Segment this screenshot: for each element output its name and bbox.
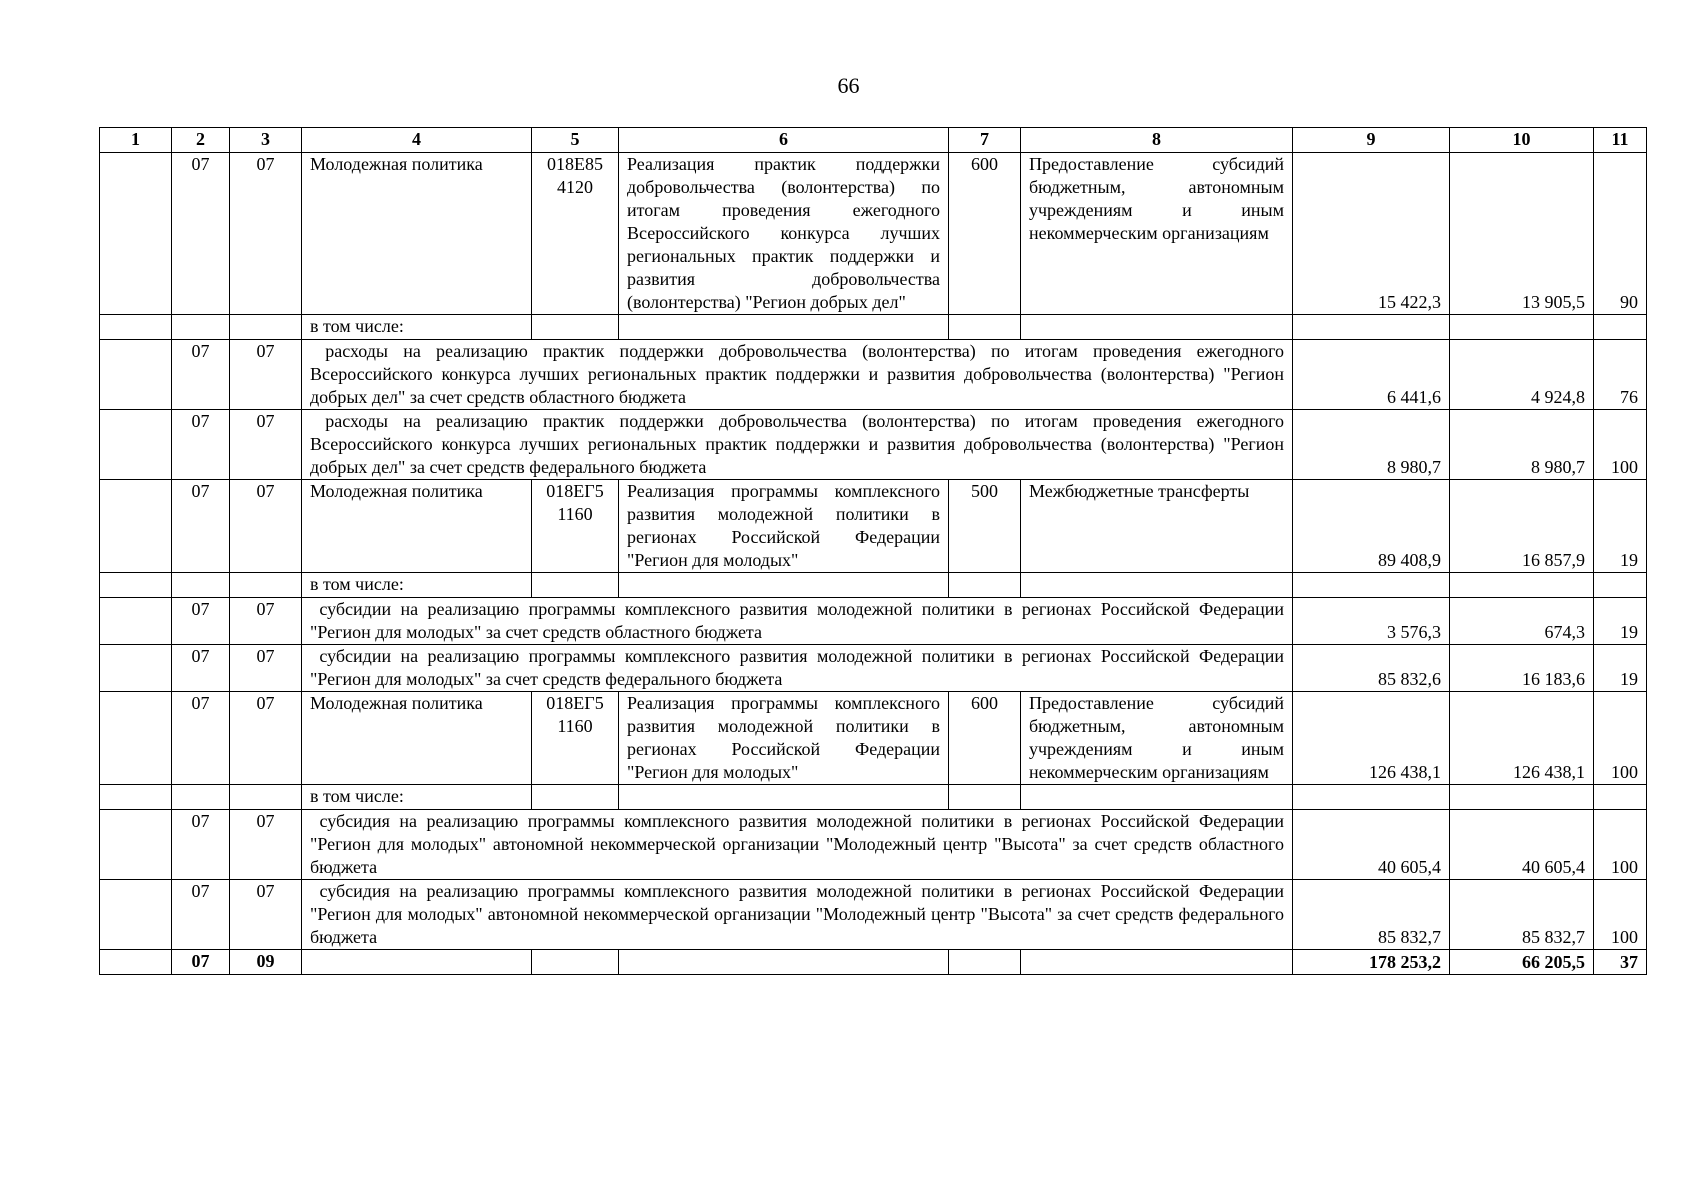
cell-empty [1594, 785, 1647, 810]
cell-section: 07 [172, 410, 230, 480]
cell-empty [949, 315, 1021, 340]
cell-target-code: 018Е85 4120 [532, 153, 619, 315]
cell-section [172, 785, 230, 810]
column-header: 11 [1594, 128, 1647, 153]
table-row [100, 480, 1647, 573]
cell-name: Молодежная политика [302, 692, 532, 785]
cell-subsection: 07 [230, 480, 302, 573]
cell-subsection: 07 [230, 340, 302, 410]
table-row [100, 880, 1647, 950]
column-header: 9 [1293, 128, 1450, 153]
cell-description: Реализация практик поддержки добровольчества (волонтерства) по итогам проведения ежегодного Всероссийского конкурса лучших региональных практик поддержки и развития добровольчества (волонтерства) "Регион добрых дел" [619, 153, 949, 315]
cell-percent: 100 [1594, 410, 1647, 480]
cell-empty [532, 315, 619, 340]
cell-actual: 8 980,7 [1450, 410, 1594, 480]
cell-subsection: 07 [230, 810, 302, 880]
cell-plan: 126 438,1 [1293, 692, 1450, 785]
cell-empty [619, 315, 949, 340]
cell-expense-name: Межбюджетные трансферты [1021, 480, 1293, 573]
cell-subsection [230, 785, 302, 810]
cell-percent: 90 [1594, 153, 1647, 315]
cell-plan: 15 422,3 [1293, 153, 1450, 315]
cell-expense-type: 600 [949, 692, 1021, 785]
cell-detail-text: расходы на реализацию практик поддержки добровольчества (волонтерства) по итогам проведения ежегодного Всероссийского конкурса лучших региональных практик поддержки и развития добровольчества (волонтерства) "Регион добрых дел" за счет средств областного бюджета [302, 340, 1293, 410]
cell-empty [949, 573, 1021, 598]
column-header: 10 [1450, 128, 1594, 153]
cell-percent: 37 [1594, 950, 1647, 975]
cell-empty [949, 785, 1021, 810]
cell-subsection [230, 573, 302, 598]
cell-empty [1293, 315, 1450, 340]
cell-section [172, 315, 230, 340]
page-number: 66 [837, 73, 860, 98]
cell-empty [1021, 950, 1293, 975]
table-row [100, 153, 1647, 315]
cell-section: 07 [172, 950, 230, 975]
cell-empty [619, 573, 949, 598]
cell-empty [1021, 785, 1293, 810]
cell-empty [532, 785, 619, 810]
column-header: 3 [230, 128, 302, 153]
cell-section: 07 [172, 480, 230, 573]
cell-section: 07 [172, 598, 230, 645]
cell-empty [1594, 573, 1647, 598]
cell-plan: 89 408,9 [1293, 480, 1450, 573]
cell-subsection: 09 [230, 950, 302, 975]
cell-subsection: 07 [230, 645, 302, 692]
column-header: 6 [619, 128, 949, 153]
cell-subheading: в том числе: [302, 573, 532, 598]
cell-detail-text: субсидии на реализацию программы комплексного развития молодежной политики в регионах Российской Федерации "Регион для молодых" за счет средств областного бюджета [302, 598, 1293, 645]
cell-percent: 19 [1594, 645, 1647, 692]
cell-actual: 40 605,4 [1450, 810, 1594, 880]
cell-col1 [100, 645, 172, 692]
column-header: 8 [1021, 128, 1293, 153]
cell-empty [1450, 315, 1594, 340]
cell-section: 07 [172, 692, 230, 785]
cell-plan: 3 576,3 [1293, 598, 1450, 645]
cell-actual: 16 183,6 [1450, 645, 1594, 692]
subheading-row [100, 573, 1647, 598]
cell-col1 [100, 785, 172, 810]
cell-actual: 13 905,5 [1450, 153, 1594, 315]
cell-col1 [100, 315, 172, 340]
table-body [100, 153, 1647, 975]
cell-empty [619, 785, 949, 810]
cell-description: Реализация программы комплексного развития молодежной политики в регионах Российской Федерации "Регион для молодых" [619, 480, 949, 573]
cell-actual: 4 924,8 [1450, 340, 1594, 410]
cell-col1 [100, 153, 172, 315]
cell-col1 [100, 598, 172, 645]
column-header: 2 [172, 128, 230, 153]
cell-section: 07 [172, 340, 230, 410]
cell-expense-name: Предоставление субсидий бюджетным, автономным учреждениям и иным некоммерческим организациям [1021, 153, 1293, 315]
cell-actual: 126 438,1 [1450, 692, 1594, 785]
cell-expense-type: 500 [949, 480, 1021, 573]
cell-plan: 85 832,6 [1293, 645, 1450, 692]
cell-percent: 100 [1594, 810, 1647, 880]
cell-expense-name: Предоставление субсидий бюджетным, автономным учреждениям и иным некоммерческим организациям [1021, 692, 1293, 785]
total-row [100, 950, 1647, 975]
column-header: 1 [100, 128, 172, 153]
cell-detail-text: субсидия на реализацию программы комплексного развития молодежной политики в регионах Российской Федерации "Регион для молодых" автономной некоммерческой организации "Молодежный центр "Высота" за счет средств федерального бюджета [302, 880, 1293, 950]
cell-section: 07 [172, 153, 230, 315]
cell-empty [1450, 573, 1594, 598]
column-header: 7 [949, 128, 1021, 153]
cell-col1 [100, 340, 172, 410]
cell-empty [619, 950, 949, 975]
cell-col1 [100, 480, 172, 573]
cell-subsection: 07 [230, 598, 302, 645]
cell-name: Молодежная политика [302, 153, 532, 315]
cell-name: Молодежная политика [302, 480, 532, 573]
cell-empty [532, 950, 619, 975]
cell-actual: 16 857,9 [1450, 480, 1594, 573]
cell-percent: 19 [1594, 480, 1647, 573]
cell-empty [532, 573, 619, 598]
cell-subsection: 07 [230, 692, 302, 785]
subheading-row [100, 315, 1647, 340]
cell-plan: 85 832,7 [1293, 880, 1450, 950]
table-row [100, 645, 1647, 692]
column-header: 4 [302, 128, 532, 153]
table-row [100, 810, 1647, 880]
budget-table [99, 127, 1647, 975]
cell-subsection: 07 [230, 410, 302, 480]
cell-percent: 100 [1594, 880, 1647, 950]
cell-detail-text: расходы на реализацию практик поддержки добровольчества (волонтерства) по итогам проведения ежегодного Всероссийского конкурса лучших региональных практик поддержки и развития добровольчества (волонтерства) "Регион добрых дел" за счет средств федерального бюджета [302, 410, 1293, 480]
subheading-row [100, 785, 1647, 810]
cell-subheading: в том числе: [302, 315, 532, 340]
cell-section: 07 [172, 880, 230, 950]
cell-plan: 40 605,4 [1293, 810, 1450, 880]
cell-actual: 85 832,7 [1450, 880, 1594, 950]
cell-actual: 674,3 [1450, 598, 1594, 645]
cell-section: 07 [172, 810, 230, 880]
cell-empty [302, 950, 532, 975]
cell-percent: 19 [1594, 598, 1647, 645]
cell-target-code: 018ЕГ5 1160 [532, 692, 619, 785]
cell-subsection: 07 [230, 153, 302, 315]
cell-empty [1293, 785, 1450, 810]
header-row [100, 128, 1647, 153]
cell-subsection: 07 [230, 880, 302, 950]
cell-col1 [100, 950, 172, 975]
cell-empty [1021, 315, 1293, 340]
cell-description: Реализация программы комплексного развития молодежной политики в регионах Российской Федерации "Регион для молодых" [619, 692, 949, 785]
cell-detail-text: субсидии на реализацию программы комплексного развития молодежной политики в регионах Российской Федерации "Регион для молодых" за счет средств федерального бюджета [302, 645, 1293, 692]
cell-section [172, 573, 230, 598]
cell-col1 [100, 692, 172, 785]
cell-col1 [100, 880, 172, 950]
cell-percent: 76 [1594, 340, 1647, 410]
cell-empty [1450, 785, 1594, 810]
column-header: 5 [532, 128, 619, 153]
cell-section: 07 [172, 645, 230, 692]
table-row [100, 410, 1647, 480]
cell-empty [1293, 573, 1450, 598]
cell-empty [1021, 573, 1293, 598]
cell-plan: 178 253,2 [1293, 950, 1450, 975]
cell-col1 [100, 410, 172, 480]
cell-percent: 100 [1594, 692, 1647, 785]
cell-plan: 8 980,7 [1293, 410, 1450, 480]
cell-actual: 66 205,5 [1450, 950, 1594, 975]
cell-col1 [100, 573, 172, 598]
cell-detail-text: субсидия на реализацию программы комплексного развития молодежной политики в регионах Российской Федерации "Регион для молодых" автономной некоммерческой организации "Молодежный центр "Высота" за счет средств областного бюджета [302, 810, 1293, 880]
cell-plan: 6 441,6 [1293, 340, 1450, 410]
table-row [100, 340, 1647, 410]
table-row [100, 692, 1647, 785]
cell-empty [1594, 315, 1647, 340]
cell-subheading: в том числе: [302, 785, 532, 810]
cell-target-code: 018ЕГ5 1160 [532, 480, 619, 573]
cell-expense-type: 600 [949, 153, 1021, 315]
cell-subsection [230, 315, 302, 340]
table-row [100, 598, 1647, 645]
cell-empty [949, 950, 1021, 975]
cell-col1 [100, 810, 172, 880]
